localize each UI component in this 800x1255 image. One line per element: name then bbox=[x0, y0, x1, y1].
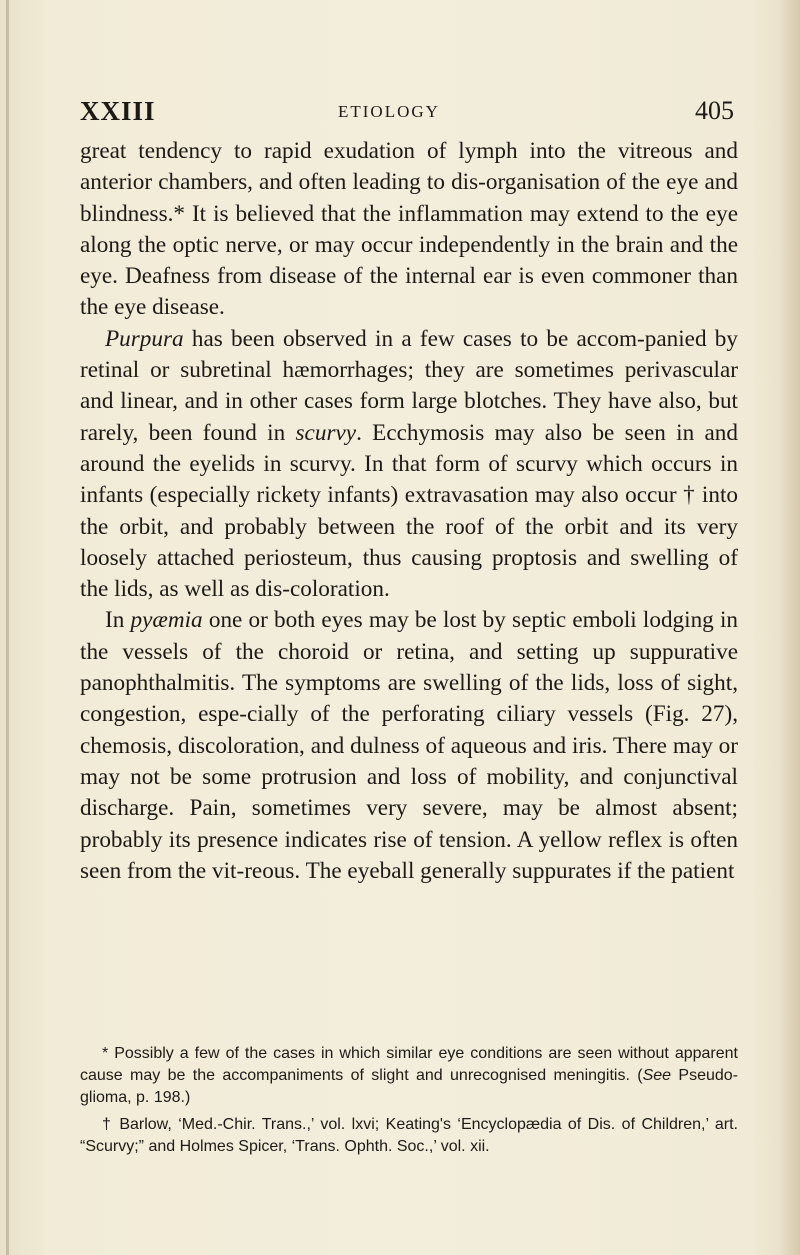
page-edge-shadow bbox=[778, 0, 800, 1255]
page-number: 405 bbox=[695, 96, 734, 125]
paragraph-segment: has been observed in a few cases to be accom-panied by retinal or subretinal hæmorrhages; they are sometimes perivascular and linear, and in other cases form large blotches. They have also, but rarely, been found in bbox=[80, 325, 738, 446]
footnote-1 bbox=[80, 1043, 738, 1109]
footnotes bbox=[80, 1043, 738, 1158]
paragraph-2 bbox=[80, 324, 738, 606]
running-title: ETIOLOGY bbox=[338, 102, 440, 121]
footnote-segment: * Possibly a few of the cases in which similar eye conditions are seen without apparent cause may be the accompaniments of slight and unrecognised meningitis. ( bbox=[80, 1045, 738, 1084]
footnote-segment: Pseudo-glioma, p. 198.) bbox=[80, 1067, 738, 1106]
page-gutter-shadow bbox=[6, 0, 9, 1255]
running-header bbox=[80, 96, 734, 130]
footnote-segment: † Barlow, ‘Med.-Chir. Trans.,’ vol. lxvi; Keating's ‘Encyclopædia of Dis. of Children,’ art. “Scurvy;” and Holmes Spicer, ‘Trans. Ophth. Soc.,’ vol. xii. bbox=[80, 1116, 738, 1155]
body-text bbox=[80, 136, 738, 887]
paragraph-segment: pyæmia bbox=[130, 607, 203, 634]
chapter-number: XXIII bbox=[80, 96, 156, 126]
footnote-2 bbox=[80, 1114, 738, 1158]
footnote-segment: See bbox=[642, 1067, 672, 1084]
paragraph-segment: . Ecchymosis may also be seen in and around the eyelids in scurvy. In that form of scurvy which occurs in infants (especially rickety infants) extravasation may also occur † into the orbit, and probably between the roof of the orbit and its very loosely attached periosteum, thus causing proptosis and swelling of the lids, as well as dis-coloration. bbox=[80, 419, 738, 603]
paragraph-segment: In bbox=[105, 607, 131, 634]
paragraph-segment: Purpura bbox=[105, 325, 184, 352]
paragraph-3 bbox=[80, 605, 738, 887]
paragraph-segment: one or both eyes may be lost by septic emboli lodging in the vessels of the choroid or retina, and setting up suppurative panophthalmitis. The symptoms are swelling of the lids, loss of sight, congestion, espe-cially of the perforating ciliary vessels (Fig. 27), chemosis, discoloration, and dulness of aqueous and iris. There may or may not be some protrusion and loss of mobility, and conjunctival discharge. Pain, sometimes very severe, may be almost absent; probably its presence indicates rise of tension. A yellow reflex is often seen from the vit-reous. The eyeball generally suppurates if the patient bbox=[80, 607, 738, 884]
paragraph-1 bbox=[80, 136, 738, 324]
paragraph-segment: great tendency to rapid exudation of lymph into the vitreous and anterior chambers, and often leading to dis-organisation of the eye and blindness.* It is believed that the inflammation may extend to the eye along the optic nerve, or may occur independently in the brain and the eye. Deafness from disease of the internal ear is even commoner than the eye disease. bbox=[80, 138, 738, 321]
paragraph-segment: scurvy bbox=[295, 419, 357, 446]
